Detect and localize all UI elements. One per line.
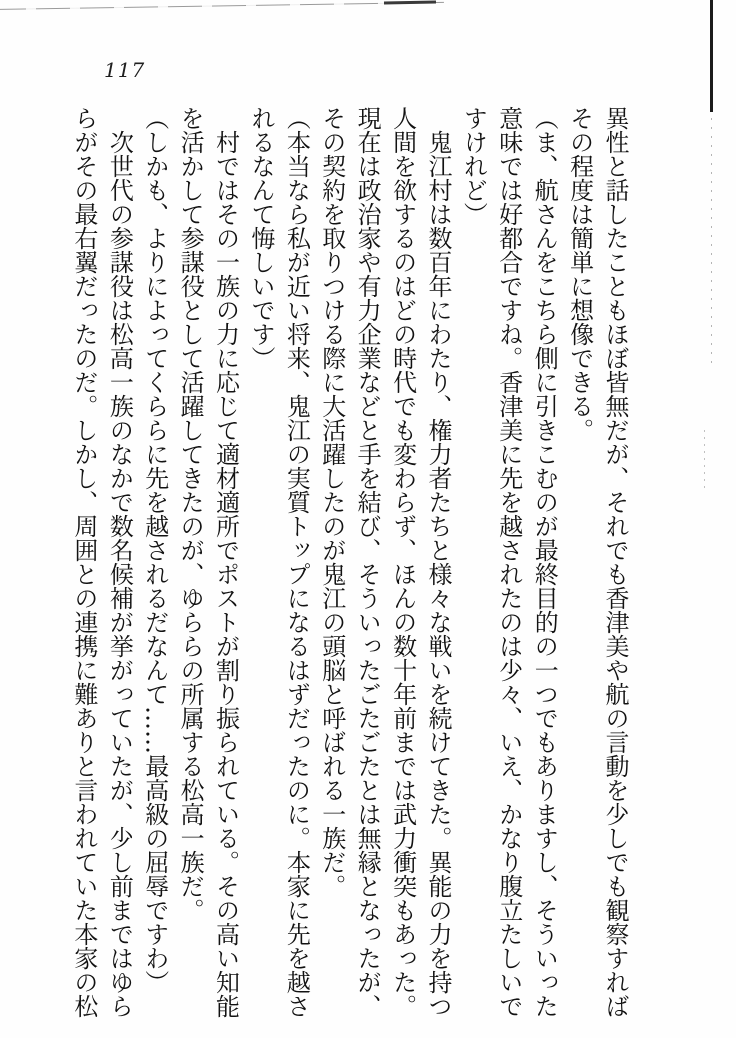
text-line: 異性と話したこともほぼ皆無だが、それでも香津美や航の言動を少しでも観察すれば [601,106,629,1018]
page-number: 117 [104,58,146,82]
text-line: 鬼江村は数百年にわたり、権力者たちと様々な戦いを続けてきた。異能の力を持つ [423,106,452,1018]
scan-artifact-top-line [0,2,444,10]
text-line: れるなんて悔しいです） [246,106,275,370]
text-line: （ま、航さんをこちら側に引きこむのが最終目的の一つでもありますし、そういった [530,106,559,1018]
scan-artifact-right-edge [710,0,713,112]
text-line: すけれど） [459,106,488,226]
text-line: を活かして参謀役として活躍してきたのが、ゆららの所属する松高一族だ。 [176,106,205,922]
text-line: 人間を欲するのはどの時代でも変わらず、ほんの数十年前までは武力衝突もあった。 [388,106,417,1018]
text-line: （本当なら私が近い将来、鬼江の実質トップになるはずだったのに。本家に先を越さ [282,106,311,1018]
text-line: （しかも、よりによってくららに先を越されるだなんて……最高級の屈辱ですわ） [140,106,169,994]
scan-artifact-right-speckle [704,430,705,490]
text-line: 次世代の参謀役は松高一族のなかで数名候補が挙がっていたが、少し前まではゆら [105,106,134,1018]
scan-artifact-top-dash [384,1,436,5]
text-line: その程度は簡単に想像できる。 [565,106,594,442]
text-line: その契約を取りつける際に大活躍したのが鬼江の頭脳と呼ばれる一族だ。 [317,106,346,898]
text-line: 意味では好都合ですね。香津美に先を越されたのは少々、いえ、かなり腹立たしいで [494,106,523,1018]
scan-artifact-right-speckle [711,118,712,368]
text-line: 現在は政治家や有力企業などと手を結び、そういったごたごたとは無縁となったが、 [353,106,382,1018]
text-line: らがその最右翼だったのだ。しかし、周囲との連携に難ありと言われていた本家の松 [69,106,98,1018]
vertical-text-block [66,106,633,1018]
text-line: 村ではその一族の力に応じて適材適所でポストが割り振られている。その高い知能 [211,106,240,1018]
